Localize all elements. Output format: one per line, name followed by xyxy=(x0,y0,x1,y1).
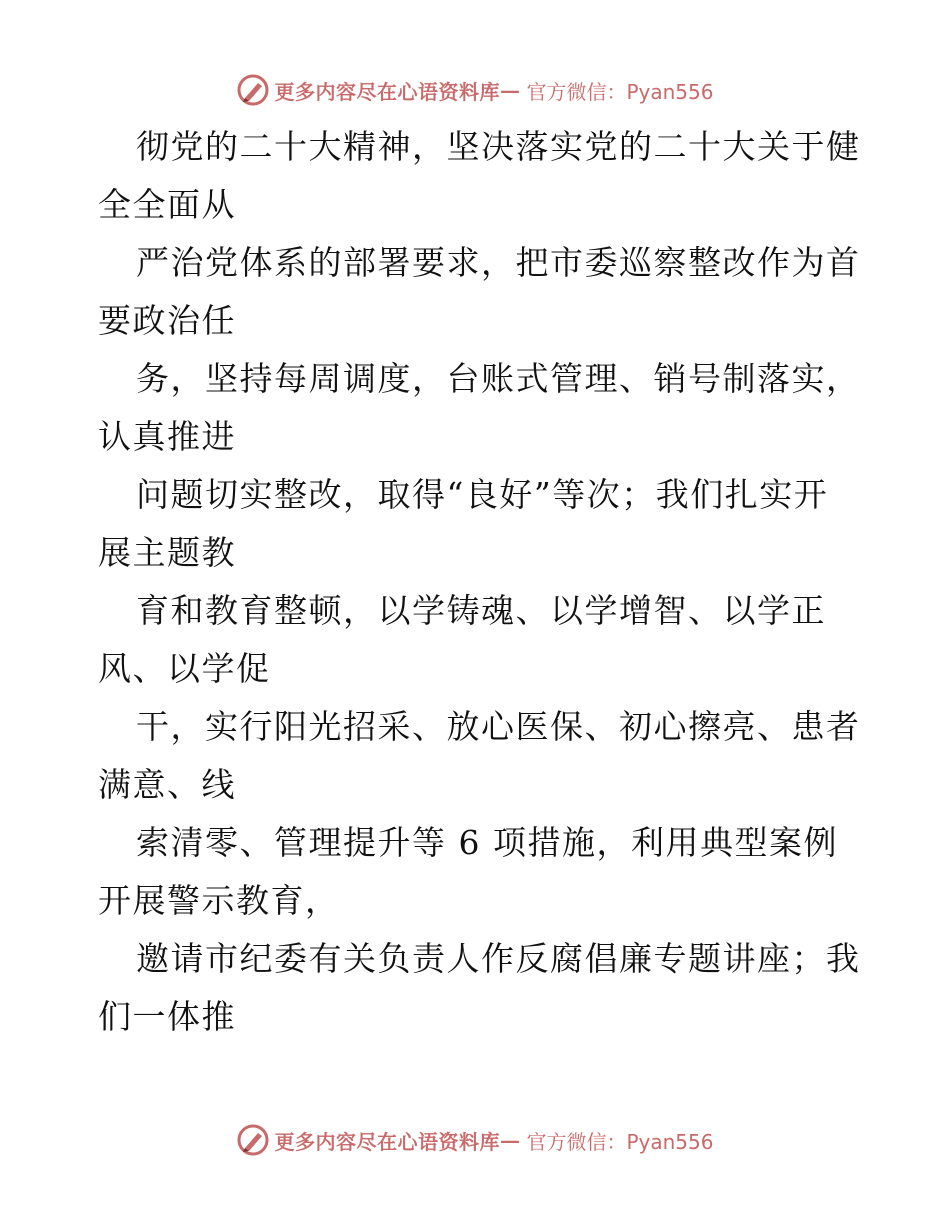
body-line: 彻党的二十大精神，坚决落实党的二十大关于健 xyxy=(136,127,861,166)
banner-wechat: 官方微信：Pyan556 xyxy=(526,1129,714,1154)
document-body xyxy=(98,118,861,1046)
banner-wechat: 官方微信：Pyan556 xyxy=(526,79,714,104)
body-line: 严治党体系的部署要求，把市委巡察整改作为首 xyxy=(136,243,861,282)
body-line: 问题切实整改，取得“良好”等次；我们扎实开 xyxy=(136,475,829,514)
footer-banner xyxy=(0,1120,950,1160)
banner-dash: — xyxy=(499,1128,521,1152)
banner-dash: — xyxy=(499,78,521,102)
body-line: 索清零、管理提升等 6 项措施，利用典型案例 xyxy=(136,823,838,862)
body-line: 干，实行阳光招采、放心医保、初心擦亮、患者 xyxy=(136,707,861,746)
body-line: 满意、线 xyxy=(98,765,236,804)
pen-circle-logo-icon xyxy=(236,73,270,107)
pen-circle-logo-icon xyxy=(236,1123,270,1157)
body-line: 邀请市纪委有关负责人作反腐倡廉专题讲座；我 xyxy=(136,939,861,978)
body-line: 务，坚持每周调度，台账式管理、销号制落实， xyxy=(136,359,861,398)
banner-text: 更多内容尽在心语资料库 xyxy=(274,79,500,104)
body-line: 风、以学促 xyxy=(98,649,271,688)
body-line: 要政治任 xyxy=(98,301,236,340)
body-line: 育和教育整顿，以学铸魂、以学增智、以学正 xyxy=(136,591,826,630)
header-banner xyxy=(0,70,950,110)
body-line: 展主题教 xyxy=(98,533,236,572)
banner-text: 更多内容尽在心语资料库 xyxy=(274,1129,500,1154)
body-line: 开展警示教育， xyxy=(98,881,340,920)
body-line: 们一体推 xyxy=(98,997,236,1036)
body-line: 认真推进 xyxy=(98,417,236,456)
body-line: 全全面从 xyxy=(98,185,236,224)
